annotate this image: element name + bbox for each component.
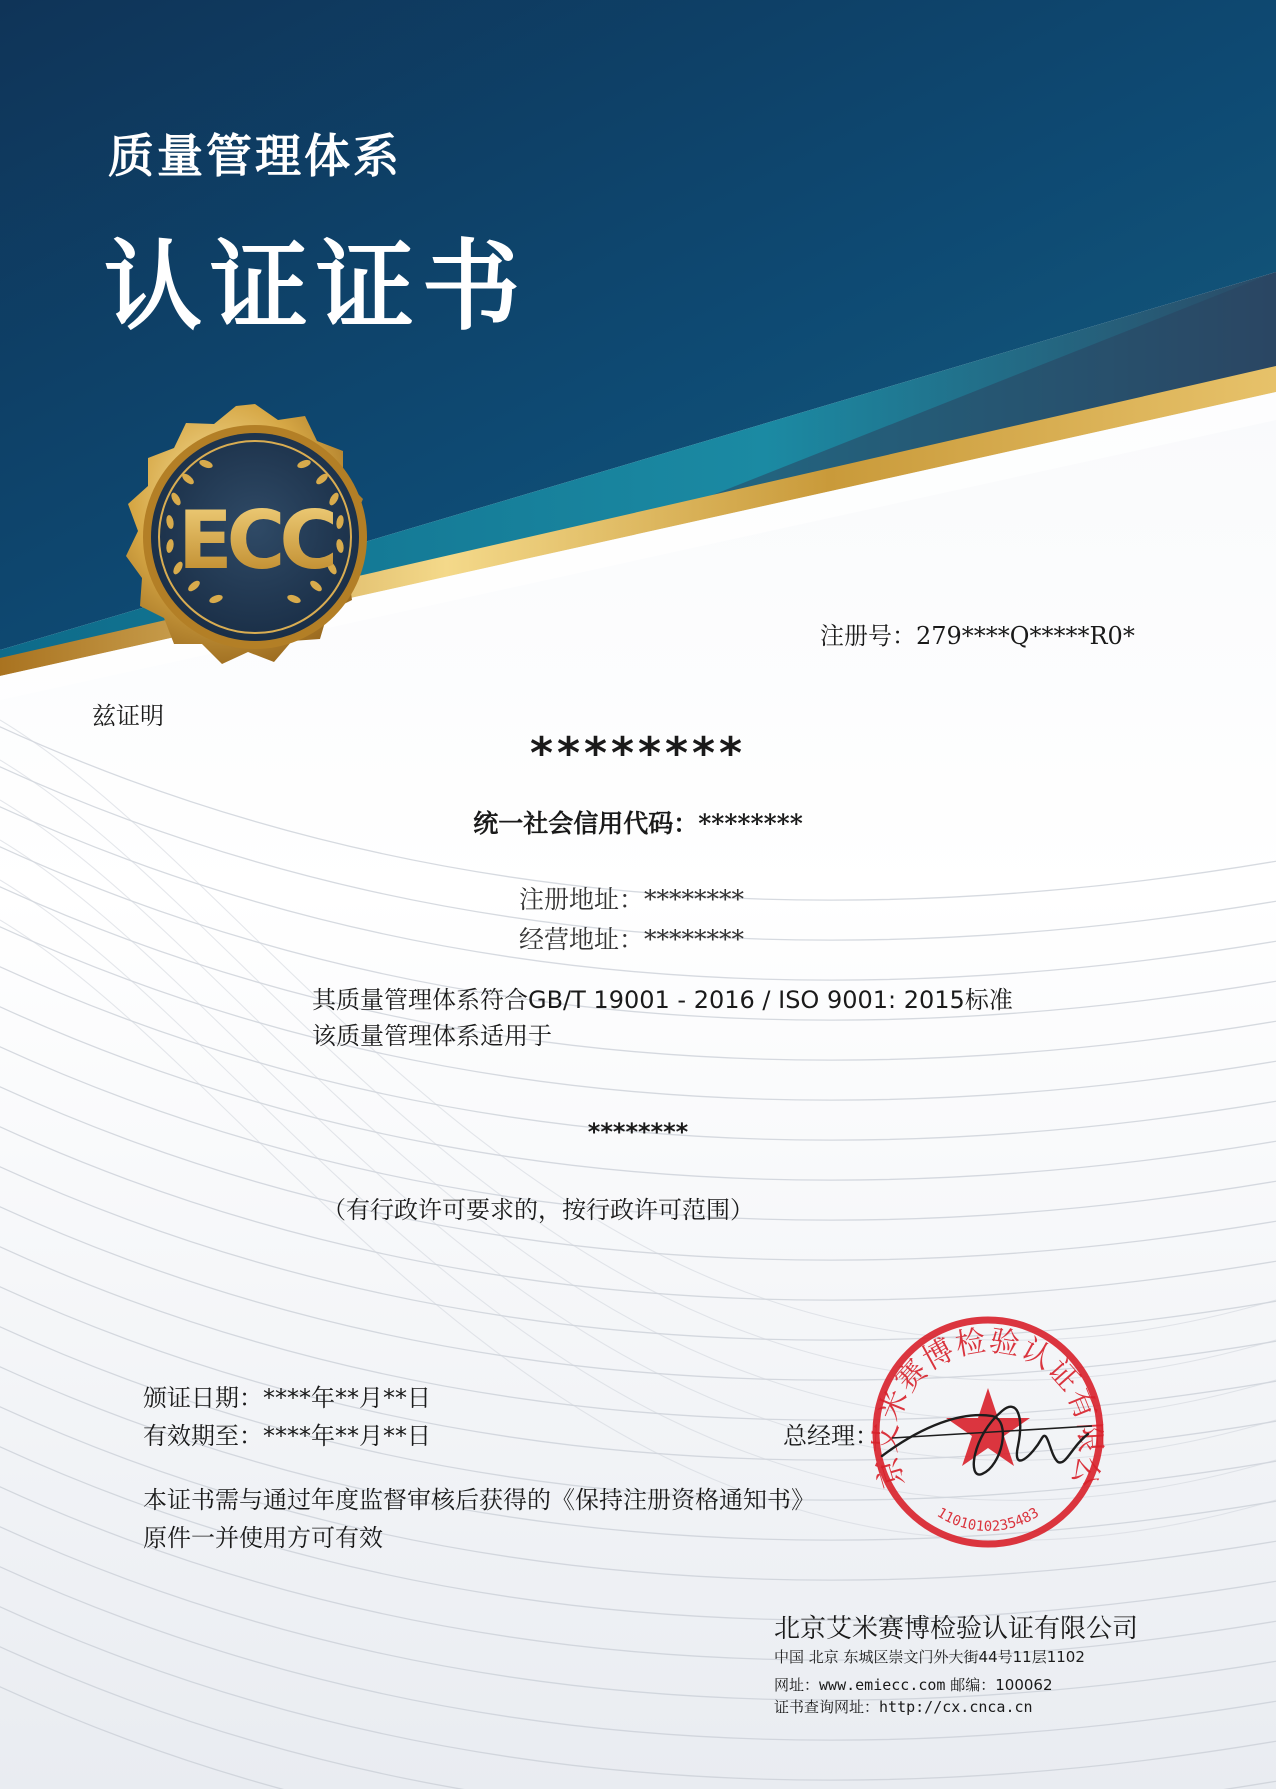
company-stamp bbox=[862, 1306, 1114, 1558]
footer-org-name: 北京艾米赛博检验认证有限公司 bbox=[774, 1614, 1139, 1644]
business-address-value: ******** bbox=[644, 925, 745, 954]
ecc-logo-text: ECC bbox=[177, 494, 333, 587]
certificate-title: 认证证书 bbox=[104, 230, 529, 344]
valid-until-label: 有效期至： bbox=[143, 1422, 263, 1450]
certification-scope: ******** bbox=[587, 1118, 689, 1146]
certificate-subtitle: 质量管理体系 bbox=[108, 129, 402, 183]
website-link[interactable]: www.emiecc.com bbox=[819, 1676, 946, 1694]
credit-code-value: ******** bbox=[698, 809, 803, 838]
postcode-label: 邮编： bbox=[950, 1676, 996, 1694]
credit-code-label: 统一社会信用代码： bbox=[473, 809, 699, 838]
footer-query bbox=[774, 1696, 1033, 1717]
scope-intro: 该质量管理体系适用于 bbox=[312, 1022, 552, 1050]
registered-address-value: ******** bbox=[644, 885, 745, 914]
notice-line-2: 原件一并使用方可有效 bbox=[143, 1524, 383, 1552]
notice-line-1: 本证书需与通过年度监督审核后获得的《保持注册资格通知书》 bbox=[143, 1486, 815, 1514]
postcode-value: 100062 bbox=[995, 1676, 1053, 1694]
permit-note: （有行政许可要求的，按行政许可范围） bbox=[322, 1196, 754, 1224]
website-label: 网址： bbox=[774, 1676, 820, 1694]
general-manager-label: 总经理： bbox=[783, 1422, 879, 1450]
business-address-label: 经营地址： bbox=[519, 925, 645, 954]
issue-date-label: 颁证日期： bbox=[143, 1384, 263, 1412]
business-address bbox=[519, 920, 744, 956]
credit-code bbox=[0, 804, 1276, 840]
stamp-number: 1101010235483 bbox=[934, 1504, 1042, 1536]
registered-address-label: 注册地址： bbox=[519, 885, 645, 914]
registration-number bbox=[820, 616, 1135, 651]
registered-address bbox=[519, 880, 744, 916]
ecc-seal-logo bbox=[98, 380, 412, 694]
issue-date-value: ****年**月**日 bbox=[263, 1384, 431, 1412]
query-label: 证书查询网址： bbox=[774, 1698, 880, 1716]
stamp-org-arc: 京艾米赛博检验认证有限公 bbox=[868, 1323, 1108, 1492]
company-name: ******** bbox=[529, 728, 747, 779]
registration-value: 279****Q*****R0* bbox=[916, 622, 1135, 650]
query-link[interactable]: http://cx.cnca.cn bbox=[879, 1698, 1033, 1716]
footer-address: 中国 北京 东城区崇文门外大街44号11层1102 bbox=[774, 1648, 1085, 1666]
hereby-certify: 兹证明 bbox=[92, 702, 164, 730]
valid-until bbox=[143, 1416, 431, 1451]
footer-website bbox=[774, 1674, 1053, 1695]
registration-label: 注册号： bbox=[820, 622, 916, 650]
valid-until-value: ****年**月**日 bbox=[263, 1422, 431, 1450]
standard-statement: 其质量管理体系符合GB/T 19001 - 2016 / ISO 9001: 2015标准 bbox=[312, 986, 1013, 1014]
issue-date bbox=[143, 1378, 431, 1413]
